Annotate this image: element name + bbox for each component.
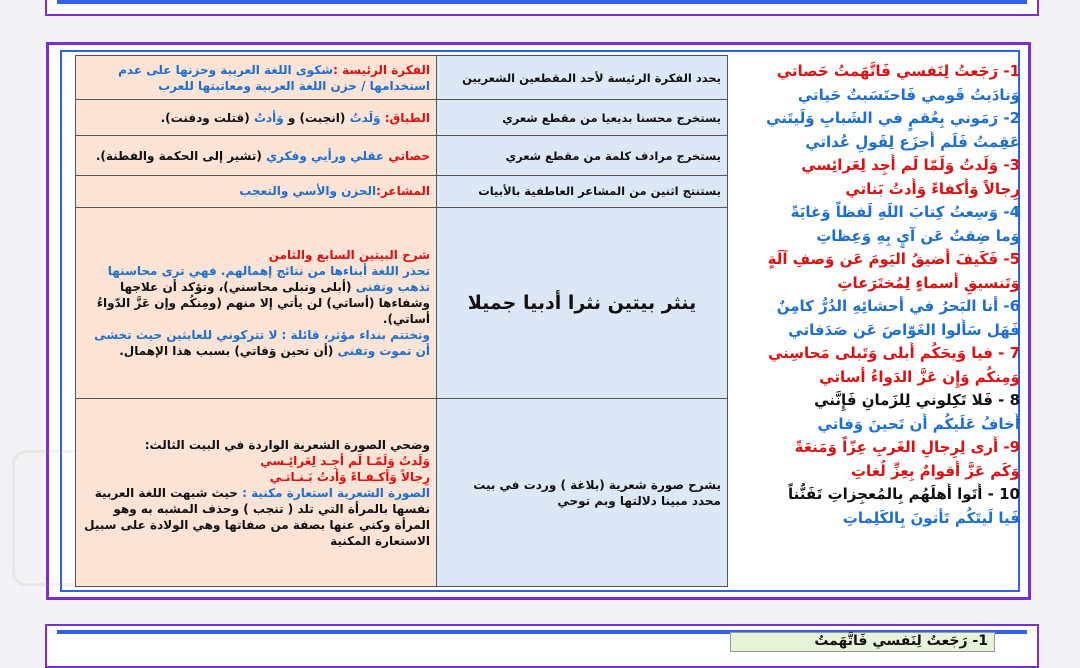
verse-line: وَلَدتُ وَلَمّـا لَم أجِـد لِعَرائِـسي xyxy=(260,453,430,468)
poem-column xyxy=(728,60,1020,585)
task-cell: يستخرج مرادف كلمة من مقطع شعري xyxy=(437,136,728,176)
answer-gloss: (انجبت) و xyxy=(287,110,346,125)
answer-cell xyxy=(76,207,437,399)
task-cell: يستنتج اثنين من المشاعر العاطفية بالأبيات xyxy=(437,176,728,208)
skills-table xyxy=(75,55,728,587)
answer-cell xyxy=(76,399,437,587)
poem-line: فَهَل سَأَلوا الغَوّاصَ عَن صَدَفاتي xyxy=(788,320,1020,339)
answer-word: وَلَدتُ xyxy=(349,110,381,125)
table-row xyxy=(76,56,728,100)
poem-line: وَنادَيتُ قَومي فَاحتَسَبتُ حَياتي xyxy=(797,85,1020,104)
poem-line: وَما ضِقتُ عَن آيٍ بِهِ وَعِظاتِ xyxy=(816,226,1020,245)
answer-text: حيث شبهت اللغة العربية نفسها بالمرأة التي تلد ( تنجب ) وحذف المشبه به xyxy=(94,485,430,516)
answer-gloss: (قتلت ودفنت). xyxy=(160,110,250,125)
table-row xyxy=(76,207,728,399)
table-row xyxy=(76,399,728,587)
answer-title: شرح البيتين السابع والثامن xyxy=(268,248,430,263)
answer-title: وضحي الصورة الشعرية الواردة في البيت الثالث: xyxy=(144,437,430,452)
answer-cell xyxy=(76,136,437,176)
poem-line: وَمِنكُم وَإِن عَزَّ الدَواءُ أَساتي xyxy=(819,367,1020,386)
answer-text: (أبلى وتبلى محاسني)، وتؤكد أن علاجها وشفاءها (أساتي) لن يأتي إلا منهم (ومِنكُم وإن عَزَّ الدّواءُ أساتي). xyxy=(96,280,430,327)
poem-line: 6- أنا البَحرُ في أحشائِهِ الدُرُّ كامِنٌ xyxy=(776,297,1020,315)
poem-line: 3- وَلَدتُ وَلَمّا لَم أَجِد لِعَرائِسي xyxy=(801,156,1020,174)
answer-text: (أن تحين وَفاتي) بسبب هذا الإهمال. xyxy=(119,344,334,359)
answer-cell xyxy=(76,56,437,100)
answer-text: وهو المرأة وكني عنها بصفة من صفاتها وهي الولادة على سبيل الاستعارة المكنية xyxy=(84,501,430,548)
poem-line: 1- رَجَعتُ لِنَفسي فَاتَّهَمتُ حَصاتي xyxy=(776,62,1020,80)
task-cell: ينثر بيتين نثرا أدبيا جميلا xyxy=(437,207,728,399)
answer-label: الصورة الشعرية استعارة مكنية : xyxy=(242,485,430,500)
answer-label: حصاتي xyxy=(388,148,430,163)
poem-line: فَيا لَيتَكُم تَأتونَ بِالكَلِماتِ xyxy=(842,508,1020,527)
poem-line: رِجالاً وَأَكفاءً وَأَدتُ بَناتي xyxy=(845,179,1020,198)
answer-label: المشاعر: xyxy=(376,184,430,199)
poem-line: 9- أَرى لِرِجالِ الغَربِ عِزّاً وَمَنعَةً xyxy=(794,438,1020,456)
answer-text: الحزن والأسي والتعجب xyxy=(239,184,377,199)
poem-line: 2- رَمَوني بِعُقمٍ في الشَبابِ وَلَيتَني xyxy=(766,109,1020,127)
answer-text: تحذر اللغة أبناءها من نتائج إهمالهم. فهي ترى محاسنها تذهب وتفنى xyxy=(107,264,430,295)
poem-line: عَقِمتُ فَلَم أَجزَع لِقَولِ عُداتي xyxy=(805,132,1020,151)
answer-label: الفكرة الرئيسة : xyxy=(333,62,430,77)
poem-line: 4- وَسِعتُ كِتابَ اللَهِ لَفظاً وَغايَةً xyxy=(790,203,1020,221)
table-row xyxy=(76,100,728,136)
answer-label: الطباق: xyxy=(384,110,430,125)
answer-text: وتختتم بنداء مؤثر، قائلة : لا تتركوني للعابثين حيث تخشى أن تموت وتفنى xyxy=(94,328,430,359)
task-cell: يستخرج محسنا بديعيا من مقطع شعري xyxy=(437,100,728,136)
answer-word: وَأدتُ xyxy=(253,110,284,125)
answer-text: شكوى اللغة العربية وحزنها على عدم استخدامها / حزن اللغة العربية ومعاتبتها للعرب xyxy=(118,62,430,93)
poem-line: 10 - أَتَوا أَهلَهُم بِالمُعجِزاتِ تَفَنُّناً xyxy=(788,485,1020,503)
next-card-preview: 1- رَجَعتُ لِنَفسي فَاتَّهَمتُ xyxy=(730,632,995,652)
strip-bar xyxy=(57,0,1027,4)
poem-line: 5- فَكَيفَ أَضيقُ اليَومَ عَن وَصفِ آلَةٍ xyxy=(767,250,1020,268)
poem-line: وَكَم عَزَّ أَقوامٌ بِعِزِّ لُغاتِ xyxy=(850,461,1020,480)
poem-line: 8 - فَلا تَكِلوني لِلزَمانِ فَإِنَّني xyxy=(814,391,1020,409)
task-cell: يشرح صورة شعرية (بلاغة ) وردت في بيت محدد مبينا دلالتها وبم توحي xyxy=(437,399,728,587)
answer-note: (تشير إلى الحكمة والفطنة). xyxy=(95,148,262,163)
poem-line: وَتَنسيقِ أَسماءٍ لِمُختَرَعاتِ xyxy=(837,273,1020,292)
table-row xyxy=(76,176,728,208)
poem-line: أَخافُ عَلَيكُم أَن تَحينَ وَفاتي xyxy=(817,414,1020,433)
poem-line: 7 - فيا وَيحَكُم أَبلى وَتَبلى مَحاسِني xyxy=(767,344,1020,362)
answer-cell xyxy=(76,176,437,208)
table-row xyxy=(76,136,728,176)
previous-card-strip xyxy=(45,0,1039,16)
verse-line: رِجالاً وَأكـفـاءً وَأدتُ بَـنـاتـي xyxy=(269,469,430,484)
task-cell: يحدد الفكرة الرئيسة لأحد المقطعين الشعريين xyxy=(437,56,728,100)
answer-cell xyxy=(76,100,437,136)
answer-text: عقلي ورأيي وفكري xyxy=(266,148,385,163)
